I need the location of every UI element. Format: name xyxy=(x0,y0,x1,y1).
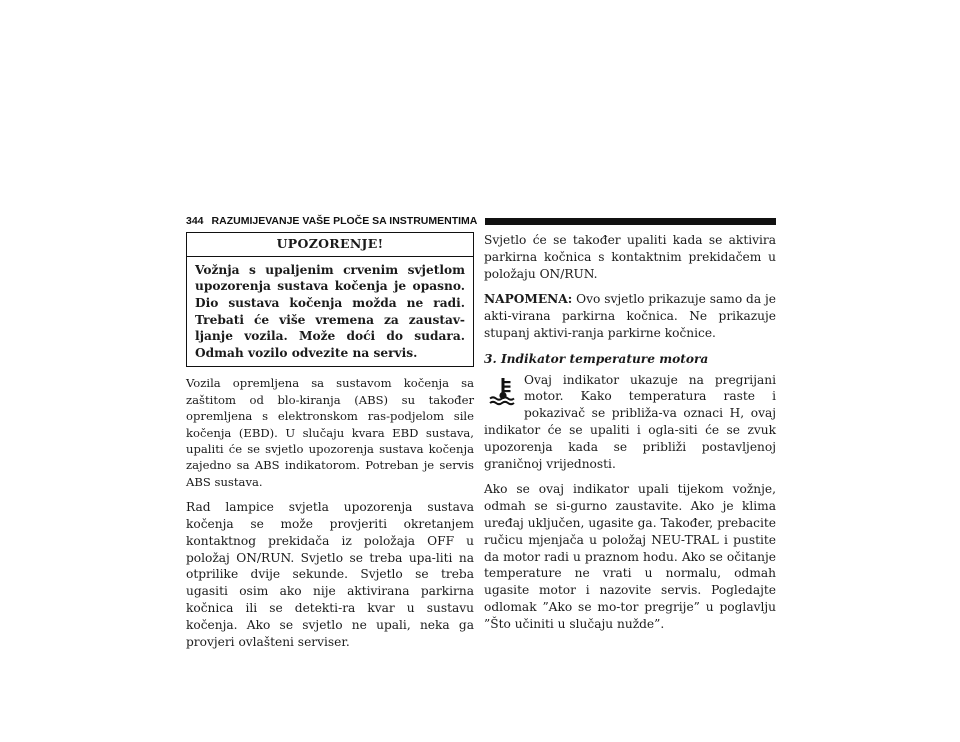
warning-box xyxy=(186,232,474,367)
right-column xyxy=(484,232,776,642)
parking-brake-paragraph: Svjetlo će se također upaliti kada se aktivira parkirna kočnica s kontaktnim prekidačem u položaju ON/RUN. xyxy=(484,233,776,281)
abs-ebd-paragraph: Vozila opremljena sa sustavom kočenja sa zaštitom od blo-kiranja (ABS) su također opremljena s elektronskom ras-podjelom sile kočenja (EBD). U slučaju kvara EBD sustava, upaliti će se svjetlo upozorenja sustava kočenja zajedno sa ABS indikatorom. Potreban je servis ABS sustava. xyxy=(186,376,474,489)
brake-light-check-paragraph: Rad lampice svjetla upozorenja sustava kočenja se može provjeriti okretanjem kontaktnog prekidača iz položaja OFF u položaj ON/RUN. Svjetlo se treba upa-liti na otprilike dvije sekunde. Svjetlo se treba ugasiti osim ako nije aktivirana parkirna kočnica ili se detekti-ra kvar u sustavu kočenja. Ako se svjetlo ne upali, neka ga provjeri ovlašteni serviser. xyxy=(186,500,474,649)
note-text: Ovo svjetlo prikazuje samo da je akti-virana parkirna kočnica. Ne prikazuje stupanj aktivi-ranja parkirne kočnice. xyxy=(484,292,776,340)
indicator-text: Ovaj indikator ukazuje na pregrijani motor. Kako temperatura raste i pokazivač se približa-va oznaci H, ovaj indikator će se upaliti i ogla-siti će se zvuk upozorenja kada se približi postavljenoj graničnoj vrijednosti. xyxy=(484,372,776,471)
note-paragraph xyxy=(484,291,776,341)
page-header xyxy=(186,211,776,231)
section-title: RAZUMIJEVANJE VAŠE PLOČE SA INSTRUMENTIMA xyxy=(211,215,478,227)
note-label: NAPOMENA: xyxy=(484,292,573,307)
subheading-engine-temp: 3. Indikator temperature motora xyxy=(484,351,709,366)
warning-title: UPOZORENJE! xyxy=(187,233,473,257)
warning-body: Vožnja s upaljenim crvenim svjetlom upozorenja sustava kočenja je opasno. Dio sustava kočenja možda ne radi. Trebati će više vremena za zaustav-ljanje vozila. Može doći do sudara. Odmah vozilo odvezite na servis. xyxy=(195,262,465,360)
indicator-paragraph xyxy=(484,372,776,473)
page-number: 344 xyxy=(186,215,204,227)
header-rule xyxy=(485,218,776,225)
left-column xyxy=(186,232,474,659)
engine-temperature-icon xyxy=(488,376,518,406)
overheat-action-paragraph: Ako se ovaj indikator upali tijekom vožnje, odmah se si-gurno zaustavite. Ako je klima uređaj uključen, ugasite ga. Također, prebacite ručicu mjenjača u položaj NEU-TRAL i pustite da motor radi u praznom hodu. Ako se očitanje temperature ne vrati u normalu, odmah ugasite motor i nazovite servis. Pogledajte odlomak ”Ako se mo-tor pregrije” u poglavlju ”Što učiniti u slučaju nužde”. xyxy=(484,482,776,631)
